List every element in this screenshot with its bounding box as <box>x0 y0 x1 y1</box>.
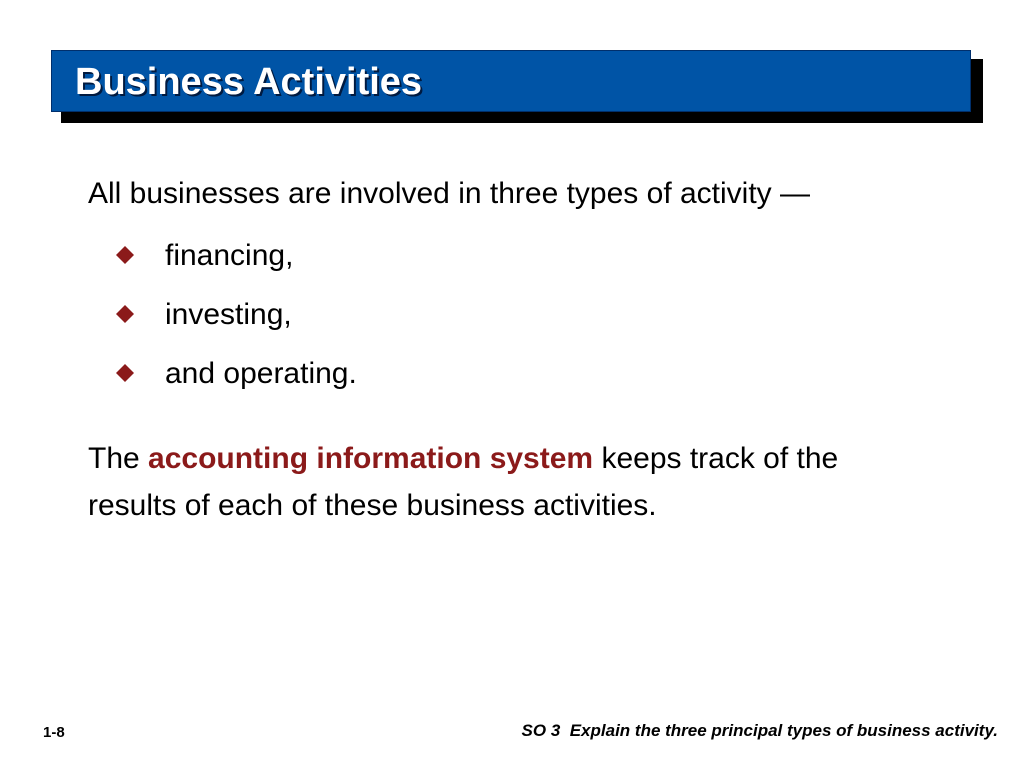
diamond-bullet-icon <box>114 244 136 266</box>
study-objective-footer: SO 3 Explain the three principal types of business activity. <box>521 721 998 740</box>
diamond-bullet-icon <box>114 303 136 325</box>
slide-number: 1-8 <box>43 724 65 741</box>
paragraph-emphasis: accounting information system <box>148 442 594 475</box>
bullet-label-operating: and operating. <box>165 357 357 390</box>
summary-paragraph <box>88 435 928 529</box>
title-bar <box>51 50 971 112</box>
intro-text: All businesses are involved in three types of activity — <box>88 177 811 210</box>
slide-title: Business Activities <box>75 61 423 103</box>
paragraph-tail: keeps track of the results of each of these business activities. <box>88 442 839 522</box>
paragraph-lead: The <box>88 442 149 475</box>
bullet-label-investing: investing, <box>165 298 292 331</box>
diamond-bullet-icon <box>114 362 136 384</box>
bullet-label-financing: financing, <box>165 239 294 272</box>
